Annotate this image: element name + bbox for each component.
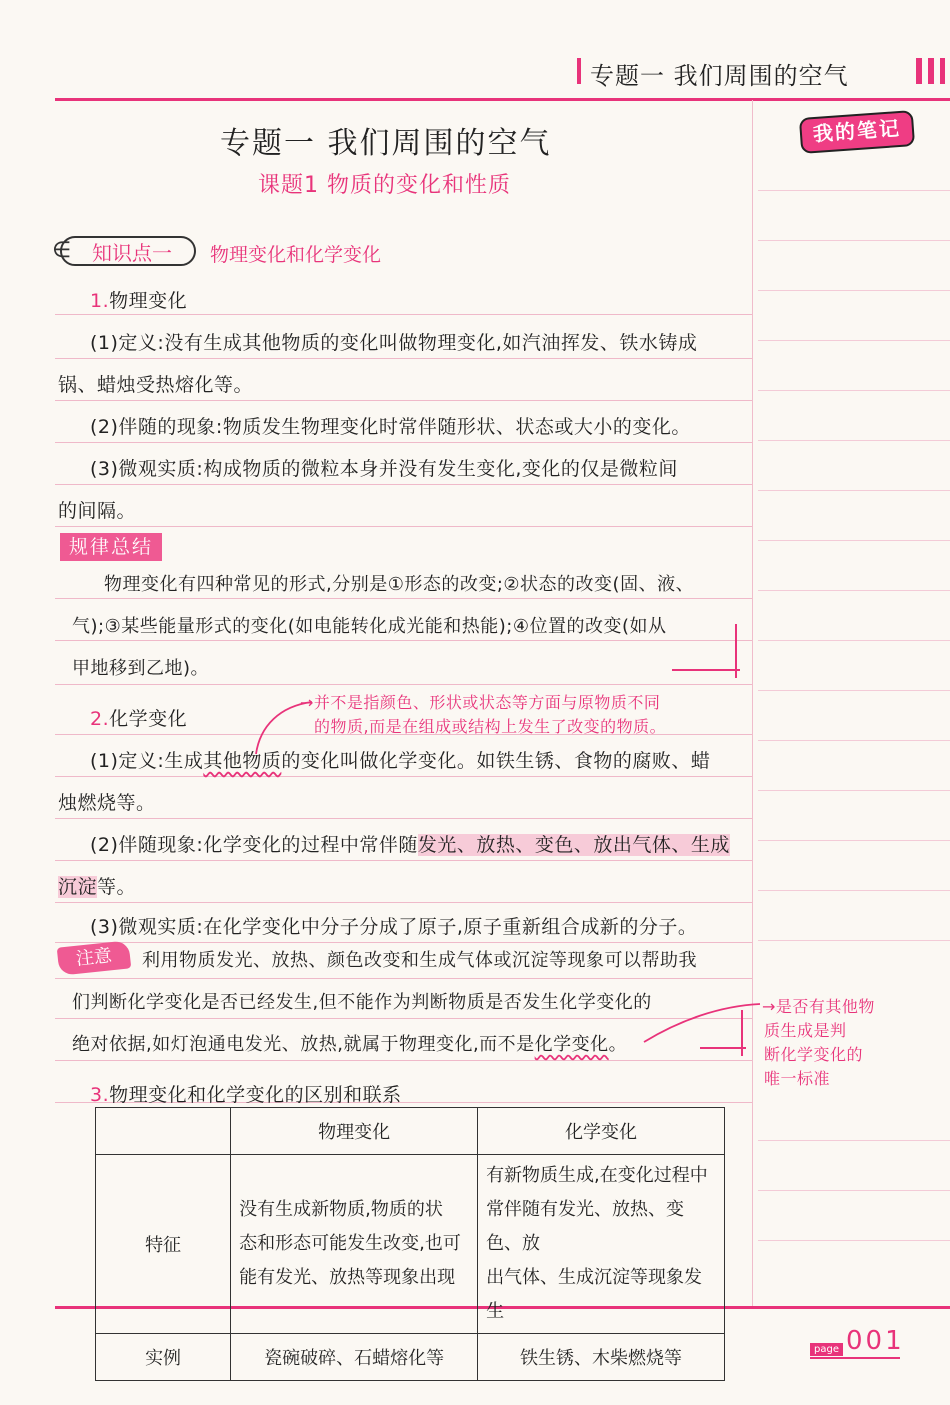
paragraph-line: 锅、蜡烛受热熔化等。 bbox=[58, 374, 254, 396]
side-note-line: 断化学变化的 bbox=[764, 1045, 864, 1064]
paragraph-line bbox=[72, 1030, 627, 1056]
section-number: 2. bbox=[90, 708, 110, 730]
header-tail-mark bbox=[916, 58, 922, 84]
emphasis-text: 化学变化 bbox=[534, 1034, 609, 1055]
knowledge-point-title: 物理变化和化学变化 bbox=[210, 244, 382, 266]
text-run: 。 bbox=[608, 1034, 628, 1055]
section-title: 物理变化和化学变化的区别和联系 bbox=[109, 1084, 402, 1106]
note-tag: 注意 bbox=[57, 940, 132, 975]
margin-divider bbox=[752, 100, 753, 1306]
page-digits: 001 bbox=[845, 1326, 905, 1356]
cell-line: 出气体、生成沉淀等现象发生 bbox=[486, 1267, 703, 1322]
running-header: 专题一 我们周围的空气 bbox=[590, 62, 849, 90]
curl-icon: ∈ bbox=[52, 238, 72, 263]
bracket-mark bbox=[668, 620, 748, 682]
side-note-line: 质生成是判 bbox=[764, 1021, 847, 1040]
paragraph-line bbox=[90, 746, 710, 773]
table-cell bbox=[231, 1155, 478, 1334]
table-row bbox=[96, 1334, 725, 1381]
section-title: 物理变化 bbox=[109, 290, 188, 312]
section-number: 3. bbox=[90, 1084, 110, 1106]
paragraph-line: (3)微观实质:在化学变化中分子分成了原子,原子重新组合成新的分子。 bbox=[90, 916, 698, 938]
cell-line: 态和形态可能发生改变,也可 bbox=[239, 1233, 461, 1254]
table-cell: 实例 bbox=[96, 1334, 231, 1381]
emphasis-text: 其他物质 bbox=[203, 750, 282, 772]
paragraph-line: 们判断化学变化是否已经发生,但不能作为判断物质是否发生化学变化的 bbox=[72, 992, 652, 1013]
rule-summary-tag: 规律总结 bbox=[60, 533, 162, 561]
page-underline bbox=[810, 1357, 900, 1359]
paragraph-line: 利用物质发光、放热、颜色改变和生成气体或沉淀等现象可以帮助我 bbox=[142, 950, 697, 971]
annotation-line: 的物质,而是在组成或结构上发生了改变的物质。 bbox=[314, 717, 667, 736]
table-header-cell bbox=[96, 1108, 231, 1155]
section-heading bbox=[90, 286, 187, 313]
text-run: 的变化叫做化学变化。如铁生锈、食物的腐败、蜡 bbox=[281, 750, 711, 772]
text-run: (1)定义:生成 bbox=[90, 750, 204, 772]
lesson-title: 课题1 物质的变化和性质 bbox=[258, 173, 511, 198]
topic-title: 专题一 我们周围的空气 bbox=[220, 126, 552, 161]
my-notes-badge: 我的笔记 bbox=[799, 110, 915, 154]
paragraph-line: (2)伴随的现象:物质发生物理变化时常伴随形状、状态或大小的变化。 bbox=[90, 416, 691, 438]
highlighted-text: 沉淀 bbox=[58, 876, 98, 898]
page-number bbox=[810, 1326, 905, 1356]
text-run: 等。 bbox=[97, 876, 137, 898]
cell-line: 有新物质生成,在变化过程中 bbox=[486, 1165, 708, 1186]
table-header-cell: 化学变化 bbox=[478, 1108, 725, 1155]
paragraph-line: (3)微观实质:构成物质的微粒本身并没有发生变化,变化的仅是微粒间 bbox=[90, 458, 678, 480]
table-row bbox=[96, 1155, 725, 1334]
knowledge-point-tag: 知识点一 bbox=[60, 236, 196, 266]
header-tail-mark bbox=[940, 58, 945, 84]
table-cell: 瓷碗破碎、石蜡熔化等 bbox=[231, 1334, 478, 1381]
side-note-line: →是否有其他物 bbox=[762, 997, 875, 1016]
cell-line: 能有发光、放热等现象出现 bbox=[239, 1267, 456, 1288]
paragraph-line bbox=[90, 830, 730, 857]
paragraph-line: 烛燃烧等。 bbox=[58, 792, 156, 814]
paragraph-line: 的间隔。 bbox=[58, 500, 137, 522]
header-marker bbox=[577, 58, 581, 84]
paragraph-line: 气);③某些能量形式的变化(如电能转化成光能和热能);④位置的改变(如从 bbox=[72, 616, 667, 637]
text-run: 绝对依据,如灯泡通电发光、放热,就属于物理变化,而不是 bbox=[72, 1034, 535, 1055]
top-divider bbox=[55, 98, 950, 101]
table-header-cell: 物理变化 bbox=[231, 1108, 478, 1155]
header-tail-mark bbox=[928, 58, 934, 84]
paragraph-line bbox=[58, 872, 136, 899]
paragraph-line: 甲地移到乙地)。 bbox=[72, 658, 210, 679]
section-heading bbox=[90, 704, 187, 731]
table-cell: 铁生锈、木柴燃烧等 bbox=[478, 1334, 725, 1381]
cell-line: 没有生成新物质,物质的状 bbox=[239, 1199, 443, 1220]
paragraph-line: 物理变化有四种常见的形式,分别是①形态的改变;②状态的改变(固、液、 bbox=[104, 574, 695, 595]
table-cell bbox=[478, 1155, 725, 1334]
annotation-arrow bbox=[640, 990, 762, 1060]
section-title: 化学变化 bbox=[109, 708, 188, 730]
annotation-line: →并不是指颜色、形状或状态等方面与原物质不同 bbox=[300, 693, 661, 712]
page-label: page bbox=[810, 1343, 843, 1356]
side-note-line: 唯一标准 bbox=[764, 1069, 831, 1088]
table-cell: 特征 bbox=[96, 1155, 231, 1334]
section-heading bbox=[90, 1080, 402, 1107]
cell-line: 常伴随有发光、放热、变色、放 bbox=[486, 1199, 685, 1254]
highlighted-text: 发光、放热、变色、放出气体、生成 bbox=[417, 834, 730, 856]
text-run: (2)伴随现象:化学变化的过程中常伴随 bbox=[90, 834, 418, 856]
section-number: 1. bbox=[90, 290, 110, 312]
comparison-table bbox=[95, 1107, 725, 1381]
paragraph-line: (1)定义:没有生成其他物质的变化叫做物理变化,如汽油挥发、铁水铸成 bbox=[90, 332, 698, 354]
table-row bbox=[96, 1108, 725, 1155]
